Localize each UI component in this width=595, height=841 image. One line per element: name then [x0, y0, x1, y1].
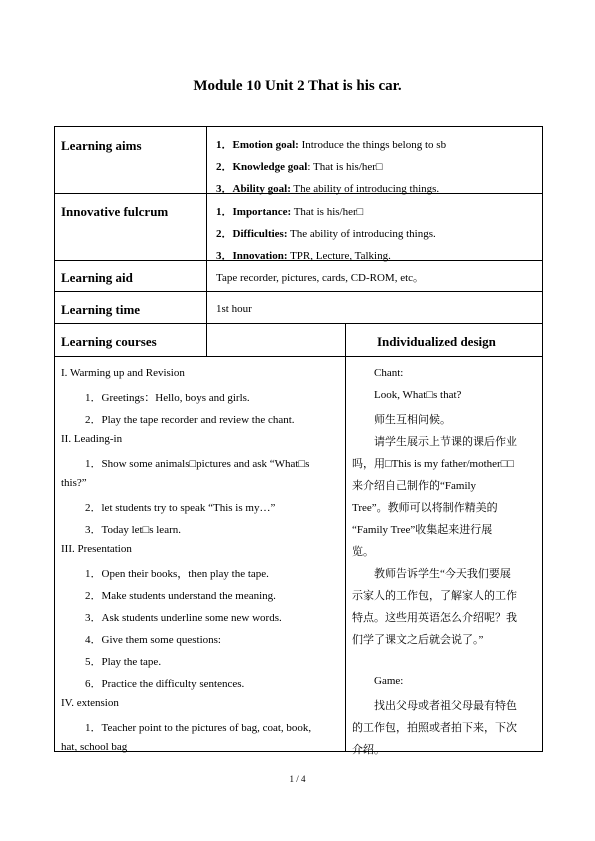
design-line: 教师告诉学生“今天我们要展: [374, 568, 511, 580]
design-line: 的工作包，拍照或者拍下来，下次: [352, 722, 517, 734]
design-line: 找出父母或者祖父母最有特色: [374, 700, 517, 712]
course-line: 6．Practice the difficulty sentences.: [85, 678, 245, 690]
course-line: I. Warming up and Revision: [61, 367, 185, 379]
course-line: 2．let students try to speak “This is my…”: [85, 502, 276, 514]
document-title: Module 10 Unit 2 That is his car.: [193, 78, 402, 94]
row-divider: [55, 356, 542, 357]
design-line: 览。: [352, 546, 374, 558]
design-line: Game:: [374, 675, 404, 687]
learning-time-value: 1st hour: [216, 303, 252, 315]
course-line: 2．Play the tape recorder and review the chant.: [85, 414, 295, 426]
design-line: “Family Tree”收集起来进行展: [352, 524, 493, 536]
page-number: 1 / 4: [289, 774, 306, 784]
aims-item: 2．Knowledge goal: That is his/her□: [216, 161, 383, 173]
design-line: 特点。这些用英语怎么介绍呢？我: [352, 612, 517, 624]
course-line: 1．Greetings：Hello, boys and girls.: [85, 392, 250, 404]
innovative-fulcrum-label: Innovative fulcrum: [61, 204, 169, 219]
fulcrum-item: 1．Importance: That is his/her□: [216, 206, 364, 218]
design-line: 介绍。: [352, 744, 385, 756]
learning-time-label: Learning time: [61, 302, 141, 317]
learning-aims-label: Learning aims: [61, 138, 142, 153]
row-divider: [55, 323, 542, 324]
course-line: 2．Make students understand the meaning.: [85, 590, 276, 602]
course-line: 3．Ask students underline some new words.: [85, 612, 282, 624]
design-line: 们学了课文之后就会说了。”: [352, 634, 484, 646]
individualized-design-header: Individualized design: [377, 334, 496, 349]
course-line: 1．Open their books，then play the tape.: [85, 568, 269, 580]
aims-item: 1．Emotion goal: Introduce the things belong to sb: [216, 139, 447, 151]
course-line: 1．Show some animals□pictures and ask “What□s: [85, 458, 310, 470]
learning-aid-value: Tape recorder, pictures, cards, CD-ROM, etc。: [216, 272, 425, 284]
course-line: hat, school bag: [61, 741, 128, 753]
row-divider: [55, 291, 542, 292]
learning-aid-label: Learning aid: [61, 270, 133, 285]
design-line: Look, What□s that?: [374, 389, 462, 401]
design-line: 示家人的工作包，了解家人的工作: [352, 590, 517, 602]
design-line: Tree”。教师可以将制作精美的: [352, 502, 498, 514]
fulcrum-item: 2．Difficulties: The ability of introducing things.: [216, 228, 436, 240]
design-line: 请学生展示上节课的课后作业: [374, 436, 517, 448]
course-line: 1．Teacher point to the pictures of bag, coat, book,: [85, 722, 312, 734]
aims-item: 3．Ability goal: The ability of introducing things.: [216, 183, 440, 195]
column-divider: [345, 323, 346, 752]
fulcrum-item: 3．Innovation: TPR, Lecture, Talking.: [216, 250, 391, 262]
column-divider: [206, 127, 207, 356]
course-line: IV. extension: [61, 697, 119, 709]
design-line: 吗，用□This is my father/mother□□: [352, 458, 514, 470]
course-line: 5．Play the tape.: [85, 656, 162, 668]
lesson-plan-table: [54, 126, 543, 756]
course-line: 3．Today let□s learn.: [85, 524, 181, 536]
course-line: III. Presentation: [61, 543, 132, 555]
learning-courses-header: Learning courses: [61, 334, 157, 349]
design-line: Chant:: [374, 367, 404, 379]
course-line: II. Leading-in: [61, 433, 123, 445]
design-line: 师生互相问候。: [374, 414, 451, 426]
course-line: 4．Give them some questions:: [85, 634, 221, 646]
design-line: 来介绍自己制作的“Family: [352, 480, 477, 492]
course-line: this?”: [61, 477, 87, 489]
